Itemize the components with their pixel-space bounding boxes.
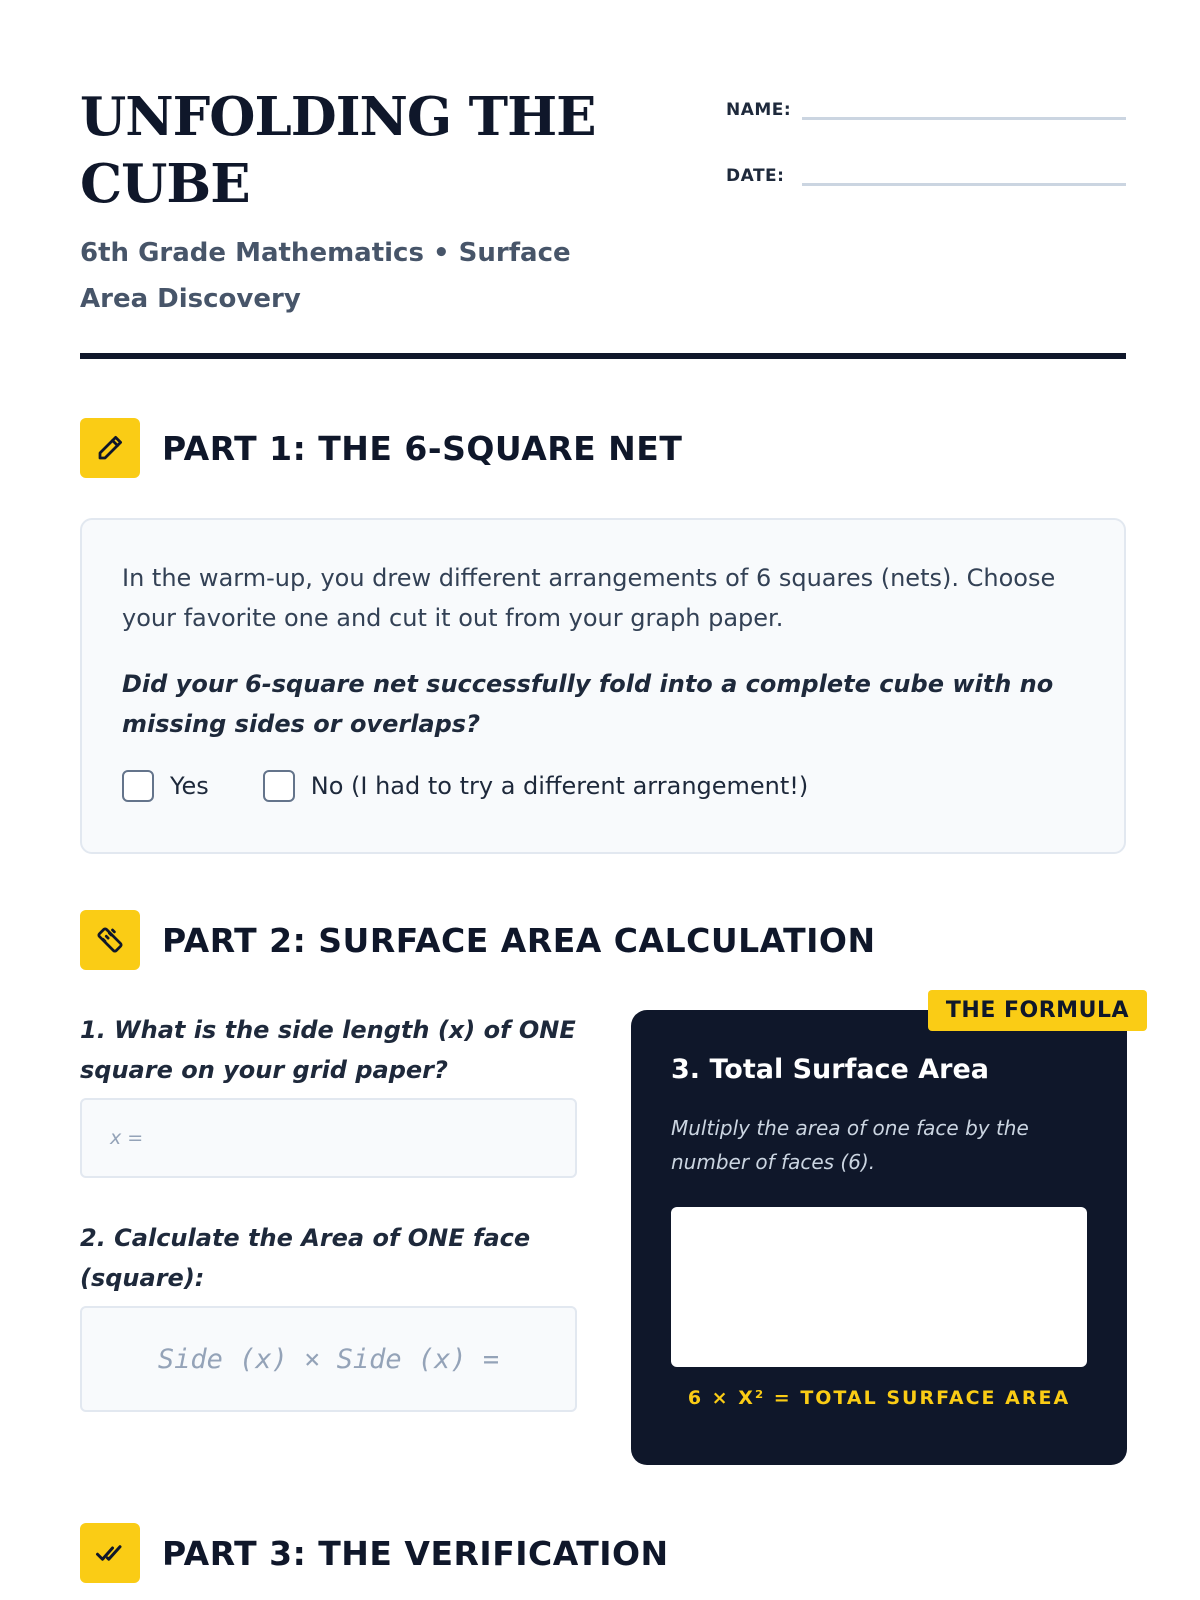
part3-heading [80, 1523, 669, 1583]
date-field[interactable] [802, 162, 1126, 186]
date-row [726, 150, 1126, 186]
yes-label: Yes [170, 772, 209, 800]
formula-equation: 6 × X² = TOTAL SURFACE AREA [687, 1387, 1071, 1409]
worksheet-header [80, 84, 1126, 364]
part3-title: PART 3: THE VERIFICATION [162, 1533, 669, 1573]
face-area-input[interactable] [80, 1306, 577, 1412]
page-title: UNFOLDING THE CUBE [80, 86, 596, 215]
name-row [726, 84, 1126, 120]
name-label: NAME: [726, 100, 792, 120]
option-yes[interactable] [122, 770, 209, 802]
formula-description: Multiply the area of one face by the number of faces (6). [671, 1116, 1029, 1174]
face-area-placeholder: Side (x) × Side (x) = [157, 1343, 500, 1375]
student-info [726, 84, 1126, 216]
formula-badge: THE FORMULA [928, 990, 1147, 1031]
no-label: No (I had to try a different arrangement!) [310, 772, 809, 800]
ruler-icon [80, 910, 140, 970]
double-check-icon [80, 1523, 140, 1583]
formula-title: 3. Total Surface Area [671, 1054, 990, 1085]
header-divider [80, 353, 1126, 359]
date-label: DATE: [726, 166, 785, 186]
formula-card [631, 998, 1129, 1465]
total-surface-area-input[interactable] [671, 1207, 1087, 1367]
no-checkbox[interactable] [263, 770, 295, 802]
part1-heading [80, 418, 682, 478]
question-1: 1. What is the side length (x) of ONE square on your grid paper? [80, 1016, 576, 1084]
side-length-placeholder: x = [110, 1127, 144, 1149]
part2-heading [80, 910, 876, 970]
part1-card [80, 518, 1126, 854]
pencil-icon [80, 418, 140, 478]
part1-title: PART 1: THE 6-SQUARE NET [162, 428, 683, 468]
question-2: 2. Calculate the Area of ONE face (square): [80, 1224, 531, 1292]
side-length-input[interactable] [80, 1098, 577, 1178]
option-no[interactable] [263, 770, 809, 802]
part2-title: PART 2: SURFACE AREA CALCULATION [162, 920, 876, 960]
answer-options [122, 770, 1084, 802]
name-field[interactable] [802, 96, 1126, 120]
part1-intro: In the warm-up, you drew different arrangements of 6 squares (nets). Choose your favorite one and cut it out from your graph paper. [122, 564, 1056, 632]
yes-checkbox[interactable] [122, 770, 154, 802]
page-subtitle: 6th Grade Mathematics • Surface Area Discovery [80, 238, 571, 314]
part1-question: Did your 6-square net successfully fold into a complete cube with no missing sides or overlaps? [122, 670, 1054, 738]
